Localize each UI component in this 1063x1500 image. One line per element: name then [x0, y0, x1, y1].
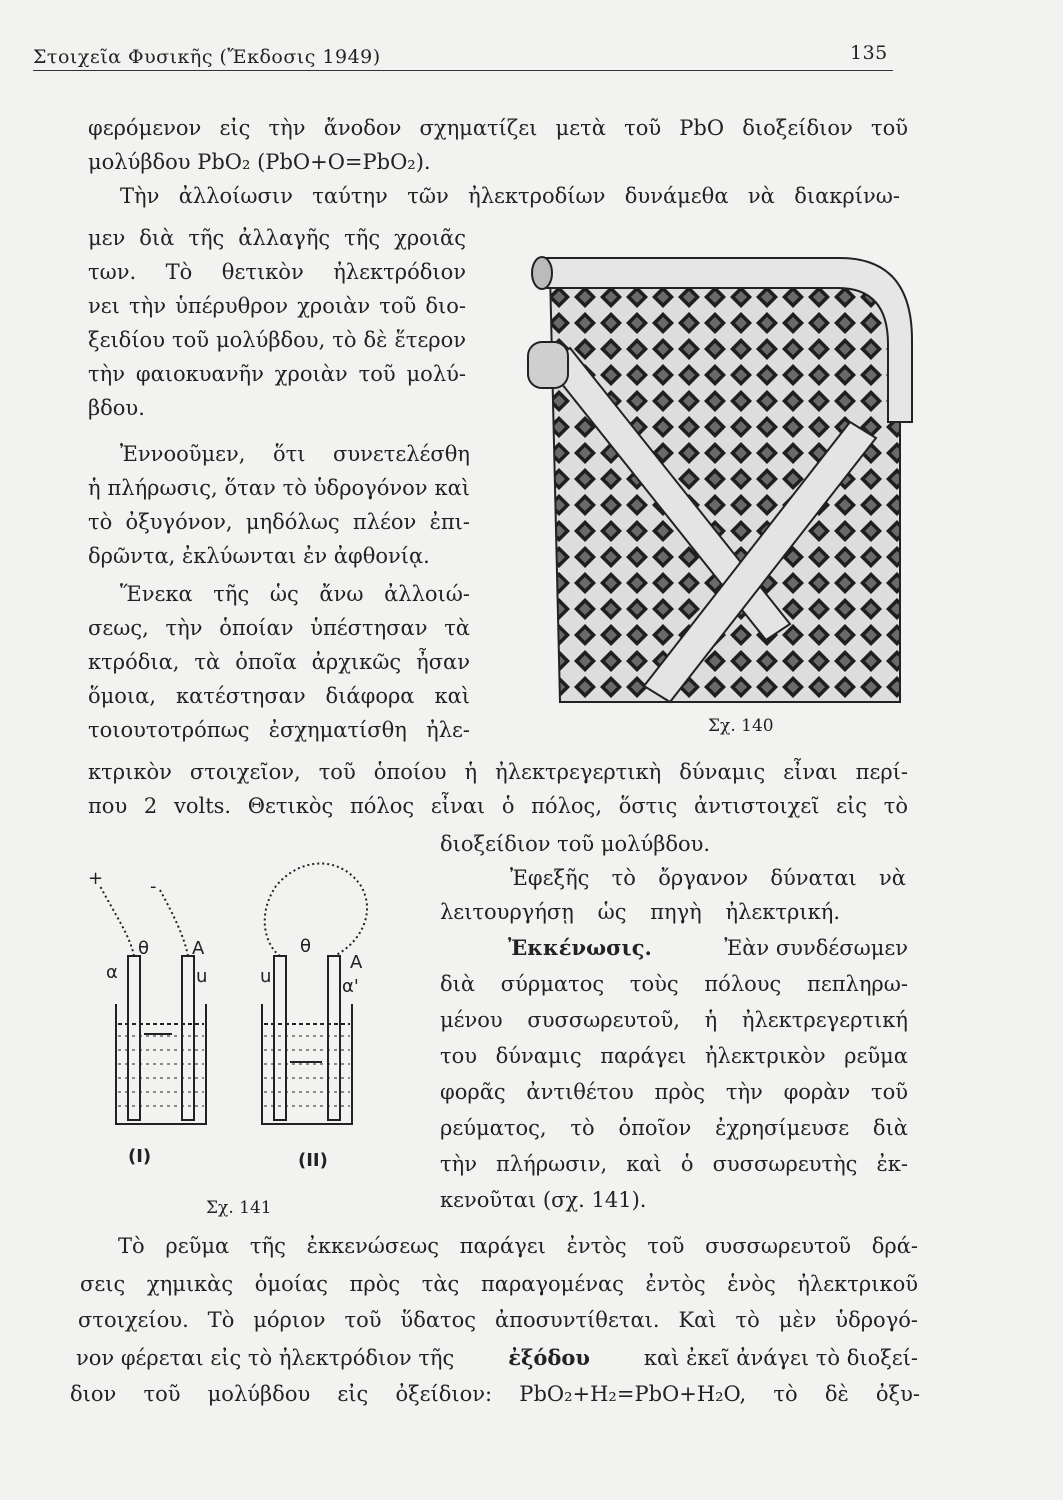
- label-alpha-I: α: [106, 962, 118, 983]
- emphasis-exodou: ἐξόδου: [508, 1345, 590, 1370]
- text-line: κτρόδια, τὰ ὁποῖα ἀρχικῶς ἦσαν: [88, 650, 470, 674]
- text-line-fragment: Ἐὰν συνδέσωμεν: [724, 936, 908, 960]
- text-line: Ἐφεξῆς τὸ ὄργανον δύναται νὰ: [510, 866, 906, 890]
- text-line: του δύναμις παράγει ἠλεκτρικὸν ρεῦμα: [440, 1044, 908, 1068]
- label-I: (I): [128, 1146, 152, 1167]
- figure-140-grid-plate: [520, 232, 920, 712]
- text-line: διὰ σύρματος τοὺς πόλους πεπληρω-: [440, 972, 908, 996]
- cell-I: [100, 886, 206, 1124]
- label-alpha-II: α': [342, 976, 359, 997]
- text-line: φερόμενον εἰς τὴν ἄνοδον σχηματίζει μετὰ τοῦ PbO διοξείδιον τοῦ: [88, 116, 908, 140]
- label-theta-I: θ: [138, 938, 150, 959]
- text-line: [508, 934, 908, 962]
- header-rule: [33, 70, 893, 71]
- text-line: βδου.: [88, 396, 145, 420]
- text-line: Τὸ ρεῦμα τῆς ἐκκενώσεως παράγει ἐντὸς τοῦ συσσωρευτοῦ δρά-: [118, 1234, 918, 1258]
- text-line: σεις χημικὰς ὁμοίας πρὸς τὰς παραγομένας ἐντὸς ἑνὸς ἠλεκτρικοῦ: [80, 1272, 918, 1296]
- text-line: σεως, τὴν ὁποίαν ὑπέστησαν τὰ: [88, 616, 470, 640]
- text-line: ἡ πλήρωσις, ὅταν τὸ ὑδρογόνον καὶ: [88, 476, 470, 500]
- label-u-I: u: [196, 966, 208, 987]
- label-II: (II): [298, 1150, 328, 1171]
- text-line: φορᾶς ἀντιθέτου πρὸς τὴν φορὰν τοῦ: [440, 1080, 908, 1104]
- figure-140-caption: Σχ. 140: [708, 716, 774, 736]
- text-line: νει τὴν ὑπέρυθρον χροιὰν τοῦ διο-: [88, 294, 466, 318]
- label-u-II: u: [260, 966, 272, 987]
- text-line: μολύβδου PbO₂ (PbO+O=PbO₂).: [88, 150, 431, 174]
- text-line: στοιχείου. Τὸ μόριον τοῦ ὕδατος ἀποσυντίθεται. Καὶ τὸ μὲν ὑδρογό-: [78, 1308, 918, 1332]
- text-line: Ἐννοοῦμεν, ὅτι συνετελέσθη: [120, 442, 470, 466]
- text-line: μένου συσσωρευτοῦ, ἡ ἠλεκτρεγερτική: [440, 1008, 908, 1032]
- label-plus: +: [88, 868, 104, 889]
- text-line: τὴν πλήρωσιν, καὶ ὁ συσσωρευτὴς ἐκ-: [440, 1152, 908, 1176]
- text-line-fragment: καὶ ἐκεῖ ἀνάγει τὸ διοξεί-: [643, 1346, 918, 1370]
- label-A-I: A: [192, 938, 205, 959]
- page-number: 135: [850, 42, 888, 64]
- text-line-fragment: νον φέρεται εἰς τὸ ἠλεκτρόδιον τῆς: [76, 1346, 455, 1370]
- text-line: τὸ ὀξυγόνον, μηδόλως πλέον ἐπι-: [88, 510, 470, 534]
- running-title: Στοιχεῖα Φυσικῆς (Ἔκδοσις 1949): [33, 46, 381, 68]
- text-line: που 2 volts. Θετικὸς πόλος εἶναι ὁ πόλος, ὅστις ἀντιστοιχεῖ εἰς τὸ: [88, 794, 908, 818]
- text-line: ρεύματος, τὸ ὁποῖον ἐχρησίμευσε διὰ: [440, 1116, 908, 1140]
- text-line: τὴν φαιοκυανῆν χροιὰν τοῦ μολύ-: [88, 362, 466, 386]
- text-line: διοξείδιον τοῦ μολύβδου.: [440, 832, 711, 856]
- text-line: δρῶντα, ἐκλύωνται ἐν ἀφθονίᾳ.: [88, 544, 430, 568]
- figure-141-caption: Σχ. 141: [206, 1198, 272, 1218]
- label-minus: -: [150, 876, 157, 897]
- text-line: λειτουργήσῃ ὡς πηγὴ ἠλεκτρική.: [440, 900, 840, 924]
- section-heading-ekkenosis: Ἐκκένωσις.: [508, 935, 652, 960]
- figure-141-discharge-diagram: [86, 856, 416, 1186]
- text-line: Τὴν ἀλλοίωσιν ταύτην τῶν ἠλεκτροδίων δυνάμεθα νὰ διακρίνω-: [120, 184, 900, 208]
- text-line: ξειδίου τοῦ μολύβδου, τὸ δὲ ἕτερον: [88, 328, 466, 352]
- label-A-II: A: [350, 952, 363, 973]
- text-line: κτρικὸν στοιχεῖον, τοῦ ὁποίου ἡ ἠλεκτρεγερτικὴ δύναμις εἶναι περί-: [88, 760, 908, 784]
- text-line: διον τοῦ μολύβδου εἰς ὀξείδιον: PbO₂+H₂=PbO+H₂O, τὸ δὲ ὀξυ-: [70, 1382, 920, 1406]
- text-line: μεν διὰ τῆς ἀλλαγῆς τῆς χροιᾶς: [88, 226, 466, 250]
- text-line: ὅμοια, κατέστησαν διάφορα καὶ: [88, 684, 470, 708]
- text-line: κενοῦται (σχ. 141).: [440, 1188, 647, 1212]
- text-line: τοιουτοτρόπως ἐσχηματίσθη ἠλε-: [88, 718, 470, 742]
- text-line: των. Τὸ θετικὸν ἠλεκτρόδιον: [88, 260, 466, 284]
- text-line: Ἕνεκα τῆς ὡς ἄνω ἀλλοιώ-: [120, 582, 470, 606]
- label-theta-II: θ: [300, 936, 312, 957]
- text-line: [76, 1344, 918, 1372]
